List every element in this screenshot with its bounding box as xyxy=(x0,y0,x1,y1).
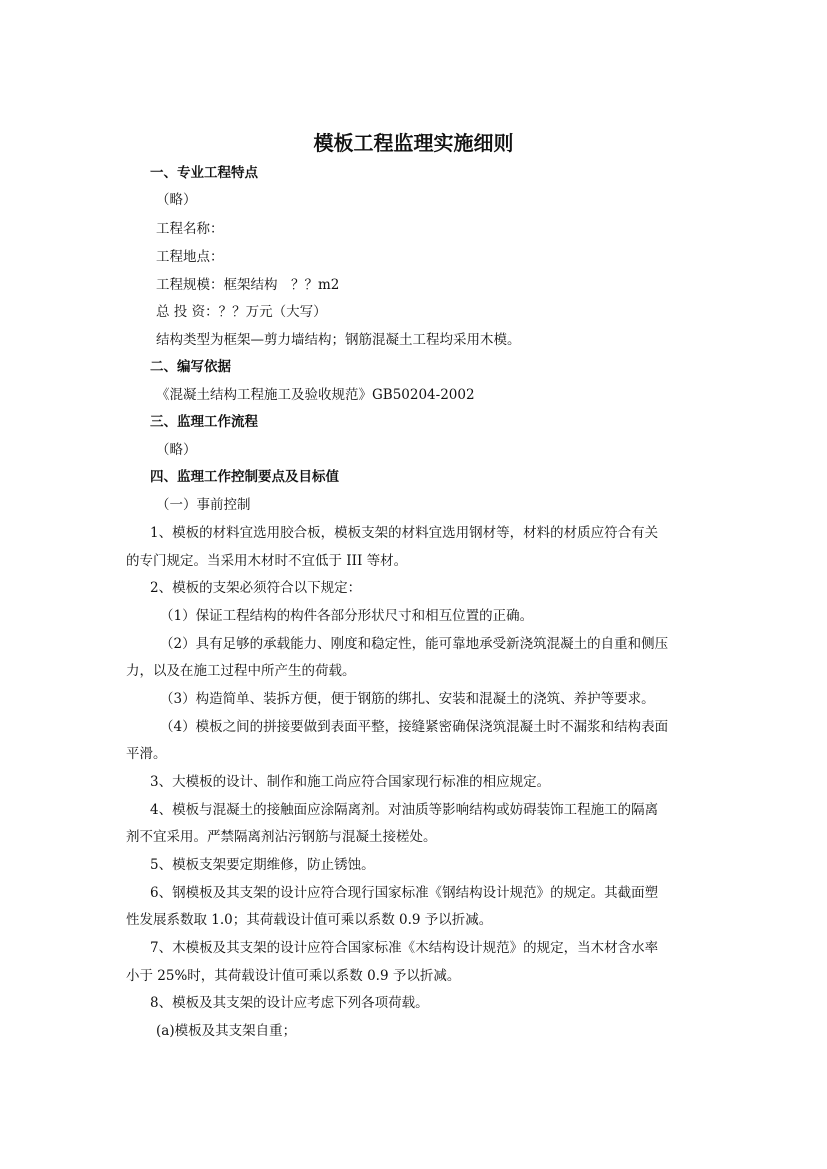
paragraph-item2-3: （3）构造简单、装拆方便，便于钢筋的绑扎、安装和混凝土的浇筑、养护等要求。 xyxy=(160,691,655,707)
project-location-label: 工程地点： xyxy=(156,249,224,265)
paragraph-item6-line2: 性发展系数取 1.0；其荷载设计值可乘以系数 0.9 予以折减。 xyxy=(126,912,493,928)
section-heading-4: 四、监理工作控制要点及目标值 xyxy=(150,469,339,485)
section-heading-3: 三、监理工作流程 xyxy=(150,414,258,430)
paragraph-item2-2-line2: 力，以及在施工过程中所产生的荷载。 xyxy=(126,663,356,679)
paragraph-item2: 2、模板的支架必须符合以下规定： xyxy=(150,580,362,596)
paragraph-item2-4-line1: （4）模板之间的拼接要做到表面平整，接缝紧密确保浇筑混凝土时不漏浆和结构表面 xyxy=(160,719,669,735)
project-name-label: 工程名称： xyxy=(156,221,224,237)
reference-standard: 《混凝土结构工程施工及验收规范》GB50204-2002 xyxy=(156,387,475,403)
subsection-pre-control: （一）事前控制 xyxy=(156,497,251,513)
document-title: 模板工程监理实施细则 xyxy=(313,131,514,155)
paragraph-item1-line2: 的专门规定。当采用木材时不宜低于 III 等材。 xyxy=(126,553,408,569)
paragraph-item1-line1: 1、模板的材料宜选用胶合板，模板支架的材料宜选用钢材等，材料的材质应符合有关 xyxy=(150,525,659,541)
paragraph-item8: 8、模板及其支架的设计应考虑下列各项荷载。 xyxy=(150,995,429,1011)
paragraph-item8-a: (a)模板及其支架自重； xyxy=(156,1023,297,1039)
paragraph-item7-line1: 7、木模板及其支架的设计应符合国家标准《木结构设计规范》的规定，当木材含水率 xyxy=(150,940,659,956)
paragraph-item4-line1: 4、模板与混凝土的接触面应涂隔离剂。对油质等影响结构或妨碍装饰工程施工的隔离 xyxy=(150,802,659,818)
project-scale-text: 工程规模：框架结构 ？？m2 xyxy=(156,277,340,293)
paragraph-item5: 5、模板支架要定期维修，防止锈蚀。 xyxy=(150,857,375,873)
paragraph-item2-4-line2: 平滑。 xyxy=(126,746,167,762)
section-heading-1: 一、专业工程特点 xyxy=(150,165,258,181)
investment-text: 总 投 资：？？万元（大写） xyxy=(156,304,327,320)
paragraph-item2-1: （1）保证工程结构的构件各部分形状尺寸和相互位置的正确。 xyxy=(160,608,534,624)
section-heading-2: 二、编写依据 xyxy=(150,359,231,375)
paragraph-item7-line2: 小于 25%时，其荷载设计值可乘以系数 0.9 予以折减。 xyxy=(126,968,461,984)
section1-omitted: （略） xyxy=(156,192,197,208)
paragraph-item4-line2: 剂不宜采用。严禁隔离剂沾污钢筋与混凝土接槎处。 xyxy=(126,829,437,845)
section3-omitted: （略） xyxy=(156,442,197,458)
paragraph-item2-2-line1: （2）具有足够的承载能力、刚度和稳定性，能可靠地承受新浇筑混凝土的自重和侧压 xyxy=(160,636,669,652)
structure-type-text: 结构类型为框架—剪力墙结构；钢筋混凝土工程均采用木模。 xyxy=(156,332,521,348)
paragraph-item6-line1: 6、钢模板及其支架的设计应符合现行国家标准《钢结构设计规范》的规定。其截面塑 xyxy=(150,885,659,901)
paragraph-item3: 3、大模板的设计、制作和施工尚应符合国家现行标准的相应规定。 xyxy=(150,774,551,790)
